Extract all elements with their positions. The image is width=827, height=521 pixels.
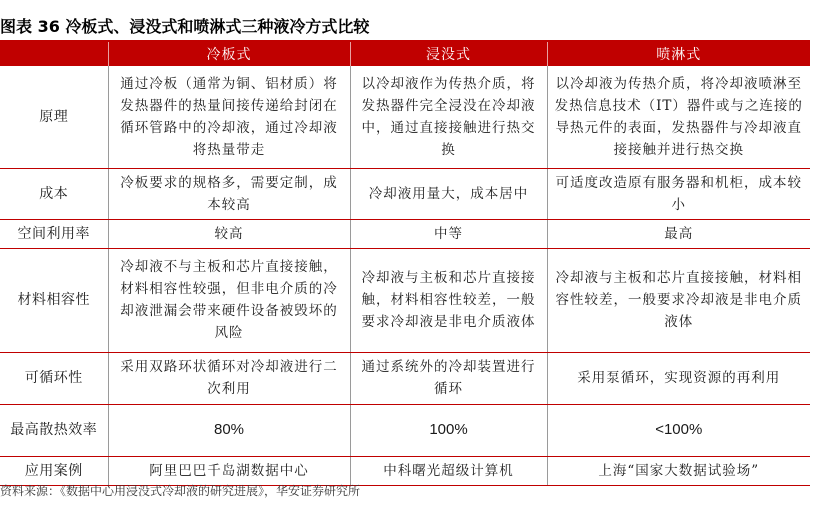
table-cell: 冷却液用量大，成本居中	[350, 168, 547, 219]
table-cell: 可适度改造原有服务器和机柜，成本较小	[547, 168, 810, 219]
table-cell: 以冷却液作为传热介质，将发热器件完全浸没在冷却液中，通过直接接触进行热交换	[350, 66, 547, 168]
table-cell: 80%	[108, 404, 350, 456]
source-note: 资料来源：《数据中心用浸没式冷却液的研究进展》，华安证券研究所	[0, 484, 361, 498]
table-header-row	[0, 42, 810, 66]
figure-title: 图表 36 冷板式、浸没式和喷淋式三种液冷方式比较	[0, 17, 370, 36]
row-label: 成本	[0, 168, 108, 219]
row-label: 最高散热效率	[0, 404, 108, 456]
table-cell: 以冷却液为传热介质，将冷却液喷淋至发热信息技术（IT）器件或与之连接的导热元件的表面，发热器件与冷却液直接接触并进行热交换	[547, 66, 810, 168]
table-row	[0, 66, 810, 168]
table-cell: 最高	[547, 219, 810, 248]
table-cell: 阿里巴巴千岛湖数据中心	[108, 456, 350, 485]
row-label: 原理	[0, 66, 108, 168]
column-header: 浸没式	[350, 42, 547, 66]
table-row	[0, 168, 810, 219]
row-label: 材料相容性	[0, 248, 108, 352]
table-cell: 冷却液不与主板和芯片直接接触，材料相容性较强，但非电介质的冷却液泄漏会带来硬件设备被毁坏的风险	[108, 248, 350, 352]
table-cell: 较高	[108, 219, 350, 248]
table-cell: <100%	[547, 404, 810, 456]
row-label: 可循环性	[0, 352, 108, 404]
table-cell: 通过冷板（通常为铜、铝材质）将发热器件的热量间接传递给封闭在循环管路中的冷却液，通过冷却液将热量带走	[108, 66, 350, 168]
table-row	[0, 456, 810, 485]
table-cell: 100%	[350, 404, 547, 456]
table-row	[0, 352, 810, 404]
column-header: 冷板式	[108, 42, 350, 66]
header-corner	[0, 42, 108, 66]
table-cell: 上海“国家大数据试验场”	[547, 456, 810, 485]
table-cell: 中等	[350, 219, 547, 248]
table-cell: 冷却液与主板和芯片直接接触，材料相容性较差，一般要求冷却液是非电介质液体	[547, 248, 810, 352]
table-cell: 冷却液与主板和芯片直接接触，材料相容性较差，一般要求冷却液是非电介质液体	[350, 248, 547, 352]
table-cell: 中科曙光超级计算机	[350, 456, 547, 485]
table-row	[0, 248, 810, 352]
table-cell: 冷板要求的规格多，需要定制，成本较高	[108, 168, 350, 219]
table-cell: 采用双路环状循环对冷却液进行二次利用	[108, 352, 350, 404]
table-row	[0, 404, 810, 456]
table-row	[0, 219, 810, 248]
row-label: 应用案例	[0, 456, 108, 485]
column-header: 喷淋式	[547, 42, 810, 66]
table-cell: 采用泵循环，实现资源的再利用	[547, 352, 810, 404]
table-cell: 通过系统外的冷却装置进行循环	[350, 352, 547, 404]
row-label: 空间利用率	[0, 219, 108, 248]
comparison-table	[0, 42, 810, 486]
